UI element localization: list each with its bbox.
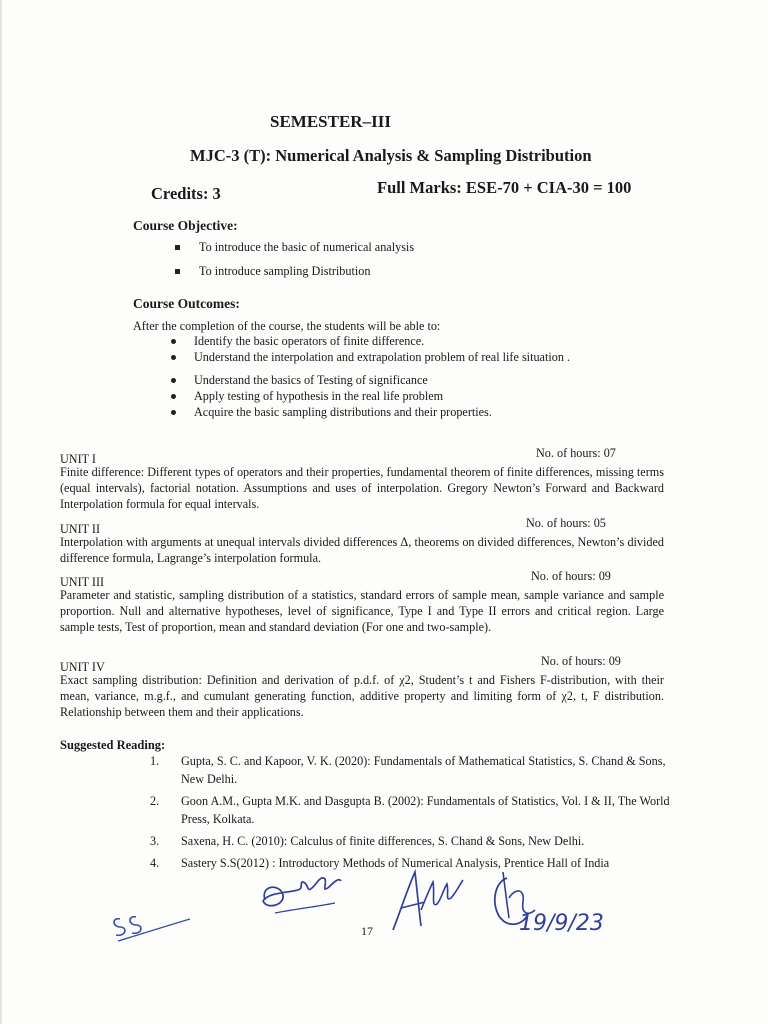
reference-number: 3. — [150, 834, 160, 848]
list-item — [150, 792, 670, 828]
course-title: MJC-3 (T): Numerical Analysis & Sampling Distribution — [190, 146, 592, 165]
reference-text: Sastery S.S(2012) : Introductory Methods of Numerical Analysis, Prentice Hall of India — [181, 856, 610, 870]
outcome-text: Understand the basics of Testing of significance — [194, 373, 428, 387]
reference-text: Gupta, S. C. and Kapoor, V. K. (2020): Fundamentals of Mathematical Statistics, S. Chand & Sons, New Delhi. — [181, 754, 666, 786]
square-bullet-icon — [175, 245, 180, 250]
signature-date-text: 19/9/23 — [519, 911, 604, 936]
unit-2-label: UNIT II — [60, 522, 101, 536]
signature-3 — [385, 860, 465, 940]
course-outcomes-heading: Course Outcomes: — [133, 296, 240, 311]
signature-date — [485, 858, 610, 938]
semester-title: SEMESTER–III — [270, 112, 391, 131]
signature-1 — [108, 905, 198, 955]
unit-4-label: UNIT IV — [60, 660, 105, 674]
objective-text: To introduce sampling Distribution — [199, 264, 371, 278]
reference-number: 4. — [150, 856, 160, 870]
reference-text: Goon A.M., Gupta M.K. and Dasgupta B. (2002): Fundamentals of Statistics, Vol. I & II, The World Press, Kolkata. — [181, 794, 670, 826]
course-objective-heading: Course Objective: — [133, 218, 238, 233]
unit-2-hours: No. of hours: 05 — [526, 516, 606, 530]
unit-4-hours: No. of hours: 09 — [541, 654, 621, 668]
outcome-text: Acquire the basic sampling distributions and their properties. — [194, 405, 492, 419]
reference-number: 2. — [150, 794, 160, 808]
outcome-text: Understand the interpolation and extrapolation problem of real life situation . — [194, 350, 571, 364]
unit-3-content: Parameter and statistic, sampling distribution of a statistics, standard errors of sample mean, sample variance and sample proportion. Null and alternative hypotheses, level of significance, Type I and Type II errors and critical region. Large sample tests, Test of proportion, mean and standard deviation (For one and two-sample). — [60, 588, 664, 634]
round-bullet-icon — [171, 378, 176, 383]
round-bullet-icon — [171, 339, 176, 344]
unit-1-content: Finite difference: Different types of operators and their properties, fundamental theorem of finite differences, missing terms (equal intervals), factorial notation. Assumptions and uses of interpolation. Gregory Newton’s Forward and Backward Interpolation formula for equal intervals. — [60, 465, 664, 511]
suggested-reading-heading: Suggested Reading: — [60, 738, 166, 752]
outcome-text: Identify the basic operators of finite difference. — [194, 334, 425, 348]
signature-2 — [255, 865, 345, 925]
round-bullet-icon — [171, 355, 176, 360]
round-bullet-icon — [171, 394, 176, 399]
round-bullet-icon — [171, 410, 176, 415]
list-item — [150, 832, 670, 850]
outcomes-intro: After the completion of the course, the students will be able to: — [133, 319, 441, 333]
unit-1-hours: No. of hours: 07 — [536, 446, 616, 460]
outcome-text: Apply testing of hypothesis in the real life problem — [194, 389, 444, 403]
unit-4-content: Exact sampling distribution: Definition and derivation of p.d.f. of χ2, Student’s t and Fishers F-distribution, with their mean, variance, m.g.f., and cumulant generating function, additive property and limiting form of χ2, t, F distribution. Relationship between them and their applications. — [60, 673, 664, 719]
credits-label: Credits: 3 — [151, 184, 221, 203]
square-bullet-icon — [175, 269, 180, 274]
page-edge — [0, 0, 2, 1024]
reference-text: Saxena, H. C. (2010): Calculus of finite differences, S. Chand & Sons, New Delhi. — [181, 834, 585, 848]
unit-3-hours: No. of hours: 09 — [531, 569, 611, 583]
objective-text: To introduce the basic of numerical analysis — [199, 240, 415, 254]
unit-3-label: UNIT III — [60, 575, 105, 589]
page-number: 17 — [361, 924, 373, 938]
unit-2-content: Interpolation with arguments at unequal intervals divided differences Δ, theorems on divided differences, Newton’s divided difference formula, Lagrange’s interpolation formula. — [60, 535, 664, 565]
reference-number: 1. — [150, 754, 160, 768]
list-item — [150, 752, 670, 788]
full-marks-label: Full Marks: ESE-70 + CIA-30 = 100 — [377, 178, 632, 197]
unit-1-label: UNIT I — [60, 452, 96, 466]
